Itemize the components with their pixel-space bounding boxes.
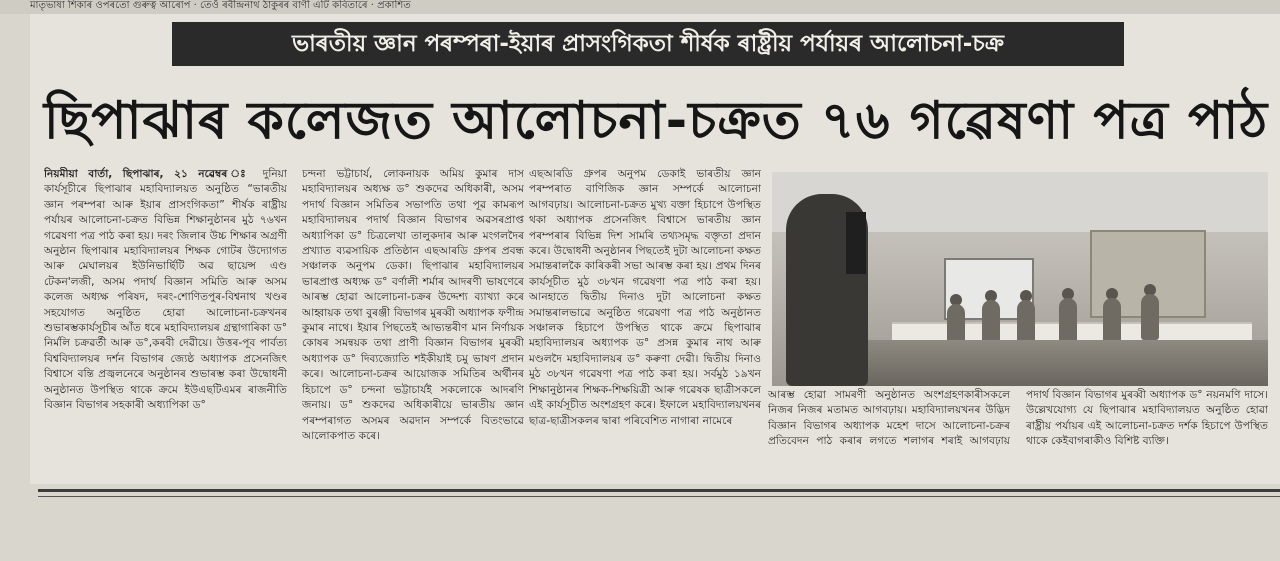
page-divider-thin <box>38 496 1280 497</box>
article-column-1 <box>44 167 287 485</box>
article-column-4: আৰম্ভ হোৱা সামৰণী অনুষ্ঠানত অংশগ্ৰহণকাৰীসকলে নিজৰ নিজৰ মতামত আগবঢ়ায়। মহাবিদ্যালয়খনৰ উদ্ভিদ বিজ্ঞান বিভাগৰ অধ্যাপক মহেশ দাসে আলোচনা-চক্ৰৰ প্ৰতিবেদন পাঠ কৰাৰ লগতে শলাগৰ শৰাই আগবঢ়ায় পদাৰ্থ বিজ্ঞান বিভাগৰ মুৰব্বী অধ্যাপক ড° নয়নমণি দাসে। উল্লেখযোগ্য যে ছিপাঝাৰ মহাবিদ্যালয়ত অনুষ্ঠিত হোৱা ৰাষ্ট্ৰীয় পৰ্যায়ৰ এই আলোচনা-চক্ৰত দৰ্শক হিচাপে উপস্থিত থাকে কেইবাগৰাকীও বিশিষ্ট ব্যক্তি। <box>768 389 1268 448</box>
column-1-text: দুনিয়া কাৰ্যসূচীৰে ছিপাঝাৰ মহাবিদ্যালয়ত অনুষ্ঠিত “ভাৰতীয় জ্ঞান পৰম্পৰা আৰু ইয়াৰ প্ৰাসংগিকতা” শীৰ্ষক ৰাষ্ট্ৰীয় পৰ্যায়ৰ আলোচনা-চক্ৰত বিভিন্ন শিক্ষানুষ্ঠানৰ মুঠ ৭৬খন গৱেষণা পত্ৰ পাঠ কৰা হয়। দৰং জিলাৰ উচ্চ শিক্ষাৰ অগ্ৰণী অনুষ্ঠান ছিপাঝাৰ মহাবিদ্যালয়ৰ শিক্ষক গোটৰ উদ্যোগত আৰু মেঘালয়ৰ ইউনিভাৰ্ছিটি অৱ ছায়েন্স এণ্ড টেকন'লজী, অসম পদাৰ্থ বিজ্ঞান সমিতি আৰু অসম কলেজ অধ্যক্ষ পৰিষদ, দৰং-শোণিতপুৰ-বিশ্বনাথ খণ্ডৰ সহযোগত অনুষ্ঠিত হোৱা আলোচনা-চক্ৰখনৰ শুভাৰম্ভকাৰ্যসূচীৰ আঁত ধৰে মহাবিদ্যালয়ৰ গ্ৰন্থাগাৰিকা ড° নিৰ্মলি চক্ৰৱৰ্তী আৰু ড°,কৰবী দেৱীয়ে। উত্তৰ-পূব পাৰ্বত্য বিশ্ববিদ্যালয়ৰ দৰ্শন বিভাগৰ জ্যেষ্ঠ অধ্যাপক প্ৰসেনজিৎ বিশ্বাসে বন্তি প্ৰজ্বলনেৰে অনুষ্ঠানৰ শুভাৰম্ভ কৰা উদ্বোধনী অনুষ্ঠানত উপস্থিত থাকে ক্ৰমে ইউএছটিএমৰ ৰাজনীতি বিজ্ঞান বিভাগৰ সহকাৰী অধ্যাপিকা ড° <box>44 168 287 412</box>
dateline: নিয়মীয়া বাৰ্তা, ছিপাঝাৰ, ২১ নৱেম্বৰ ঃ <box>44 168 253 180</box>
event-photo <box>772 172 1268 386</box>
article-column-3: এছআৰডি গ্ৰুপৰ অনুপম ডেকাই ভাৰতীয় জ্ঞান পৰম্পৰাত বাণিজিক জ্ঞান সম্পৰ্কে আলোচনা আগবঢ়ায়। আলোচনা-চক্ৰত মুখ্য বক্তা হিচাপে উপস্থিত থকা অধ্যাপক প্ৰসেনজিৎ বিশ্বাসে ভাৰতীয় জ্ঞান পৰম্পৰাৰ বিভিন্ন দিশ সামৰি তথ্যসমৃদ্ধ বক্তৃতা প্ৰদান কৰে। উদ্বোধনী অনুষ্ঠানৰ পিছতেই দুটা আলোচনা কক্ষত সমান্তৰালকৈ কাৰিকৰী সভা আৰম্ভ কৰা হয়। প্ৰথম দিনৰ কাৰ্যসূচীত মুঠ ৩৮খন গৱেষণা পত্ৰ পাঠ কৰা হয়। আনহাতে দ্বিতীয় দিনাও দুটা আলোচনা কক্ষত সমান্তৰালভাৱে অনুষ্ঠিত গৱেষণা পত্ৰ পাঠ অনুষ্ঠানত সঞ্চালক হিচাপে উপস্থিত থাকে ক্ৰমে ছিপাঝাৰ মহাবিদ্যালয়ৰ অধ্যাপক ড° প্ৰসন্ন কুমাৰ নাথ আৰু মণ্ডলদৈ মহাবিদ্যালয়ৰ ড° কৰুণা দেৱী। দ্বিতীয় দিনাও মুঠ ৩৮খন গৱেষণা পত্ৰ পাঠ কৰা হয়। সৰ্বমুঠ ১৯খন শিক্ষানুষ্ঠানৰ শিক্ষক-শিক্ষয়িত্ৰী আৰু গৱেষক ছাত্ৰীসকলে এই কাৰ্যসূচীত অংশগ্ৰহণ কৰে। ইফালে মহাবিদ্যালয়খনৰ ছাত্ৰ-ছাত্ৰীসকলৰ দ্বাৰা পৰিবেশিত নাগাৰা নামেৰে <box>529 168 761 427</box>
photo-person <box>1059 298 1077 344</box>
newspaper-page <box>30 14 1280 484</box>
kicker-banner: ভাৰতীয় জ্ঞান পৰম্পৰা-ইয়াৰ প্ৰাসংগিকতা শীৰ্ষক ৰাষ্ট্ৰীয় পৰ্যায়ৰ আলোচনা-চক্ৰ <box>172 22 1124 66</box>
camera-icon <box>846 212 866 274</box>
photo-audience <box>832 340 1268 386</box>
page-divider-thick <box>38 489 1280 492</box>
photo-person <box>1103 298 1121 344</box>
article-column-2: চন্দনা ভট্টাচাৰ্য, লোকনায়ক অমিয় কুমাৰ দাস মহাবিদ্যালয়ৰ অধ্যক্ষ ড° শুকদেৱ অধিকাৰী, অসম পদাৰ্থ বিজ্ঞান সমিতিৰ সভাপতি তথা পূৱ কামৰূপ মহাবিদ্যালয়ৰ পদাৰ্থ বিজ্ঞান বিভাগৰ অৱসৰপ্ৰাপ্ত অধ্যাপিকা ড° চিত্ৰলেখা তালুকদাৰ আৰু মংগলদৈৰ প্ৰখ্যাত ব্যৱসায়িক প্ৰতিষ্ঠান এছআৰডি গ্ৰুপৰ প্ৰবন্ধ সঞ্চালক অনুপম ডেকা। ছিপাঝাৰ মহাবিদ্যালয়ৰ ভাৰপ্ৰাপ্ত অধ্যক্ষ ড° বৰ্ণালী শৰ্মাৰ আদৰণী ভাষণেৰে আৰম্ভ হোৱা আলোচনা-চক্ৰৰ উদ্দেশ্য ব্যাখ্যা কৰে আহ্বায়ক তথা বুৰঞ্জী বিভাগৰ মুৰব্বী অধ্যাপক ফণীন্দ্ৰ কুমাৰ নাথে। ইয়াৰ পিছতেই আভ্যন্তৰীণ মান নিৰ্ণায়ক কোষৰ সমন্বয়ক তথা প্ৰাণী বিজ্ঞান বিভাগৰ মুৰব্বী অধ্যাপক ড° দিব্যজ্যোতি শইকীয়াই চমু ভাষণ প্ৰদান কৰে। আলোচনা-চক্ৰৰ আয়োজক সমিতিৰ অৰ্থীনৰ হিচাপে ড° চন্দনা ভট্টাচাৰ্যই সকলোকে আদৰণি জনায়। ড° শুকদেৱ অধিকাৰীয়ে ভাৰতীয় জ্ঞান পৰম্পৰাগত অসমৰ অৱদান সম্পৰ্কে বিতংভাৱে আলোকপাত কৰে। <box>302 168 524 442</box>
previous-article-strip: মাতৃভাষা শিকাৰ ওপৰতো গুৰুত্ব আৰোপ · তেওঁ ৰবীন্দ্ৰনাথ ঠাকুৰৰ বাণী এটি কবিতাৰে · প্ৰকাশিত <box>0 0 1280 14</box>
photo-person <box>1141 294 1159 340</box>
headline: ছিপাঝাৰ কলেজত আলোচনা-চক্ৰত ৭৬ গৱেষণা পত্ৰ পাঠ <box>43 91 1269 151</box>
